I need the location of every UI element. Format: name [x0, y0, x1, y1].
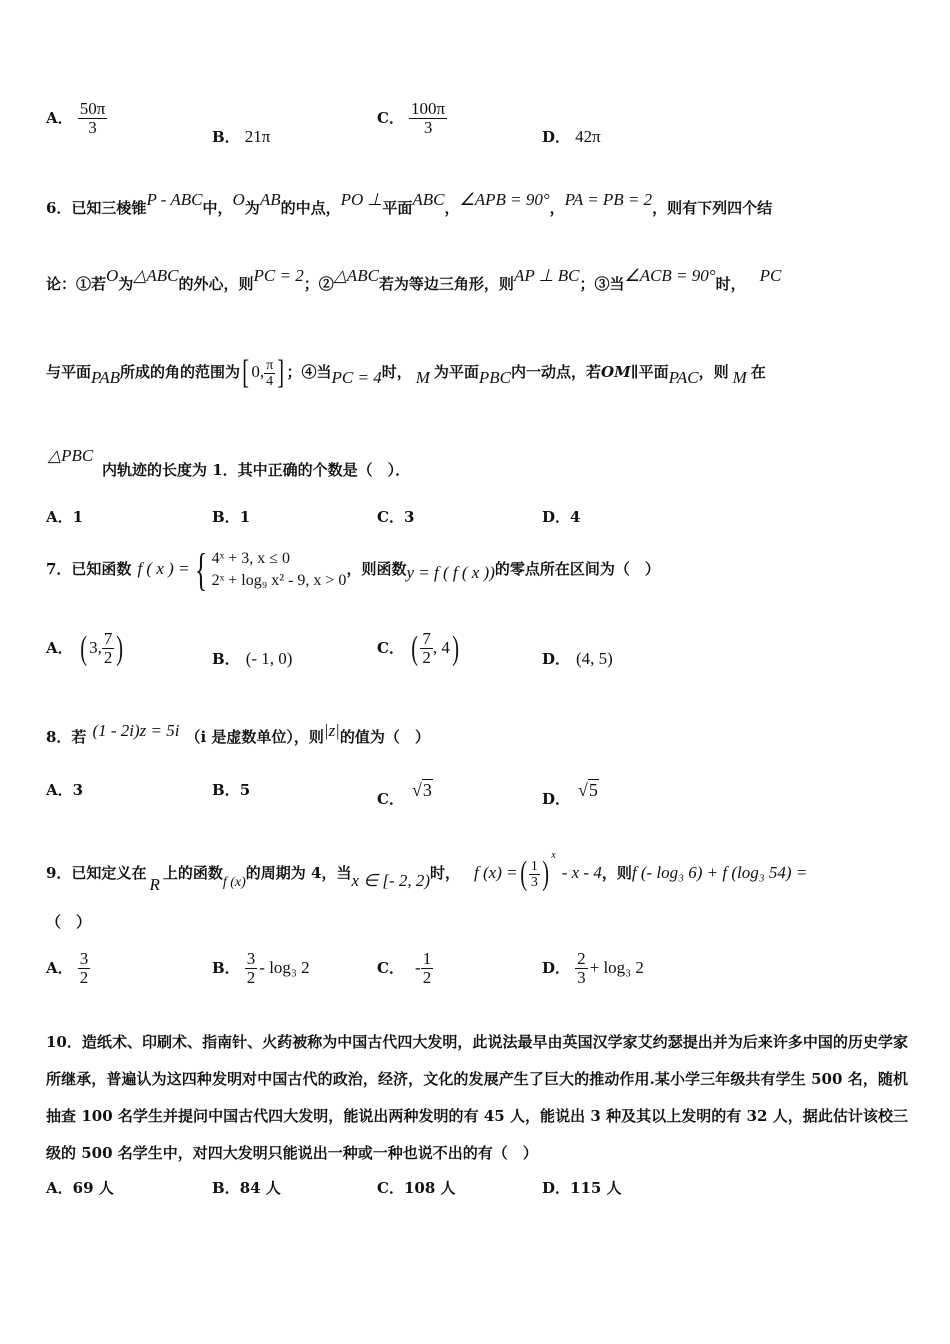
q8-option-a[interactable]: A．3	[46, 781, 84, 799]
fraction: $\frac{1}{2}$	[422, 949, 432, 987]
q9-option-d[interactable]: D． $\frac{2}{3}$ + log₃ 2	[542, 949, 644, 987]
q7-option-b[interactable]: B． (- 1, 0)	[212, 649, 293, 668]
option-label: A．	[46, 109, 73, 127]
q6-option-d[interactable]: D．4	[542, 508, 581, 526]
option-value: 42π	[575, 127, 601, 146]
q10-option-d[interactable]: D．115 人	[542, 1179, 622, 1197]
q10-option-c[interactable]: C．108 人	[377, 1179, 456, 1197]
fraction: $\frac{7}{2}$	[422, 629, 431, 667]
option-label: D．	[542, 128, 571, 146]
q8-option-d[interactable]: D． √5	[542, 780, 598, 808]
q9-option-c[interactable]: C． - $\frac{1}{2}$	[377, 949, 432, 987]
piecewise-cases: 4ˣ + 3, x ≤ 0 2ˣ + log₉ x² - 9, x > 0	[211, 550, 347, 589]
q8-option-c[interactable]: C． √3	[377, 780, 432, 808]
q10-stem: 10．造纸术、印刷术、指南针、火药被称为中国古代四大发明，此说法最早由英国汉学家艾约瑟提出并为后来许多中国的历史学家所继承，普遍认为这四种发明对中国古代的政治，经济，文化的发展产生了巨大的推动作用.某小学三年级共有学生 500 名，随机抽查 100 名学生并提问中国古代四大发明，能说出两种发明的有 45 人，能说出 3 种及其以上发明的有 32 人，据此估计该校三级的 500 名学生中，对四大发明只能说出一种或一种也说不出的有（ ）	[46, 1033, 908, 1162]
q7-option-a[interactable]: A． ( 3, $\frac{7}{2}$ )	[46, 629, 124, 667]
q8-option-b[interactable]: B．5	[212, 781, 251, 799]
q6-option-c[interactable]: C．3	[377, 508, 415, 526]
q6-line-4: 内轨迹的长度为 1．其中正确的个数是（ ）．	[102, 461, 411, 479]
fraction: $\frac{3}{2}$	[79, 949, 89, 987]
q10-option-a[interactable]: A．69 人	[46, 1179, 114, 1197]
fraction: $\frac{50\pi}{3}$	[79, 99, 106, 137]
fraction: $\frac{7}{2}$	[103, 629, 113, 667]
q8-stem: 8．若 (1 - 2i)z = 5i （i 是虚数单位），则|z|的值为（ ）	[46, 721, 430, 746]
fraction: $\frac{3}{2}$	[246, 949, 256, 987]
option-value: 21π	[244, 127, 271, 146]
q6-line-2: 论：①若O为△ABC的外心，则PC = 2；②△ABC若为等边三角形，则AP ⊥ BC；③当∠ACB = 90°时， PC	[46, 266, 782, 293]
q7-option-d[interactable]: D． (4, 5)	[542, 649, 613, 668]
option-label: B．	[212, 128, 240, 146]
option-label: C．	[377, 109, 404, 127]
q9-stem: 9．已知定义在R上的函数f (x)的周期为 4，当x ∈ [- 2, 2)时， f (x) =( $\frac{1}{3}$ ) $^x$- x - 4，则f (- log₃ 6) + f (log₃ 54) =	[46, 850, 808, 894]
q5-option-b[interactable]	[212, 126, 270, 147]
q5-option-d[interactable]	[542, 126, 601, 147]
fraction: $\frac{\pi}{4}$	[266, 357, 274, 389]
fraction: $\frac{2}{3}$	[577, 949, 586, 987]
fraction: $\frac{100\pi}{3}$	[411, 99, 446, 137]
q5-option-a[interactable]	[46, 100, 107, 137]
q6-line-1: 6．已知三棱锥P - ABC中，O为AB的中点，PO ⊥平面ABC，∠APB = 90°，PA = PB = 2，则有下列四个结	[46, 190, 773, 217]
q9-option-a[interactable]: A． $\frac{3}{2}$	[46, 949, 89, 987]
q5-option-c[interactable]	[377, 100, 447, 137]
q6-line-3: 与平面PAB所成的角的范围为[ 0, $\frac{\pi}{4}$ ] ；④当PC = 4时， M 为平面PBC内一动点，若OM∥平面PAC，则 M 在	[46, 354, 766, 391]
q9-blank: （ ）	[46, 913, 92, 931]
q10-option-b[interactable]: B．84 人	[212, 1179, 281, 1197]
q6-line-4-math: △PBC	[48, 446, 94, 465]
q6-option-a[interactable]: A．1	[46, 508, 84, 526]
fraction: $\frac{1}{3}$	[530, 858, 538, 890]
q6-option-b[interactable]: B．1	[212, 508, 251, 526]
q7-stem: 7．已知函数 f ( x ) = { 4ˣ + 3, x ≤ 0 2ˣ + log₉ x² - 9, x > 0 ，则函数y = f ( f ( x ))的零点所在区间为（ ）	[46, 544, 660, 595]
q7-option-c[interactable]: C． ( $\frac{7}{2}$ , 4)	[377, 629, 459, 667]
q9-option-b[interactable]: B． $\frac{3}{2}$ - log₃ 2	[212, 949, 310, 987]
